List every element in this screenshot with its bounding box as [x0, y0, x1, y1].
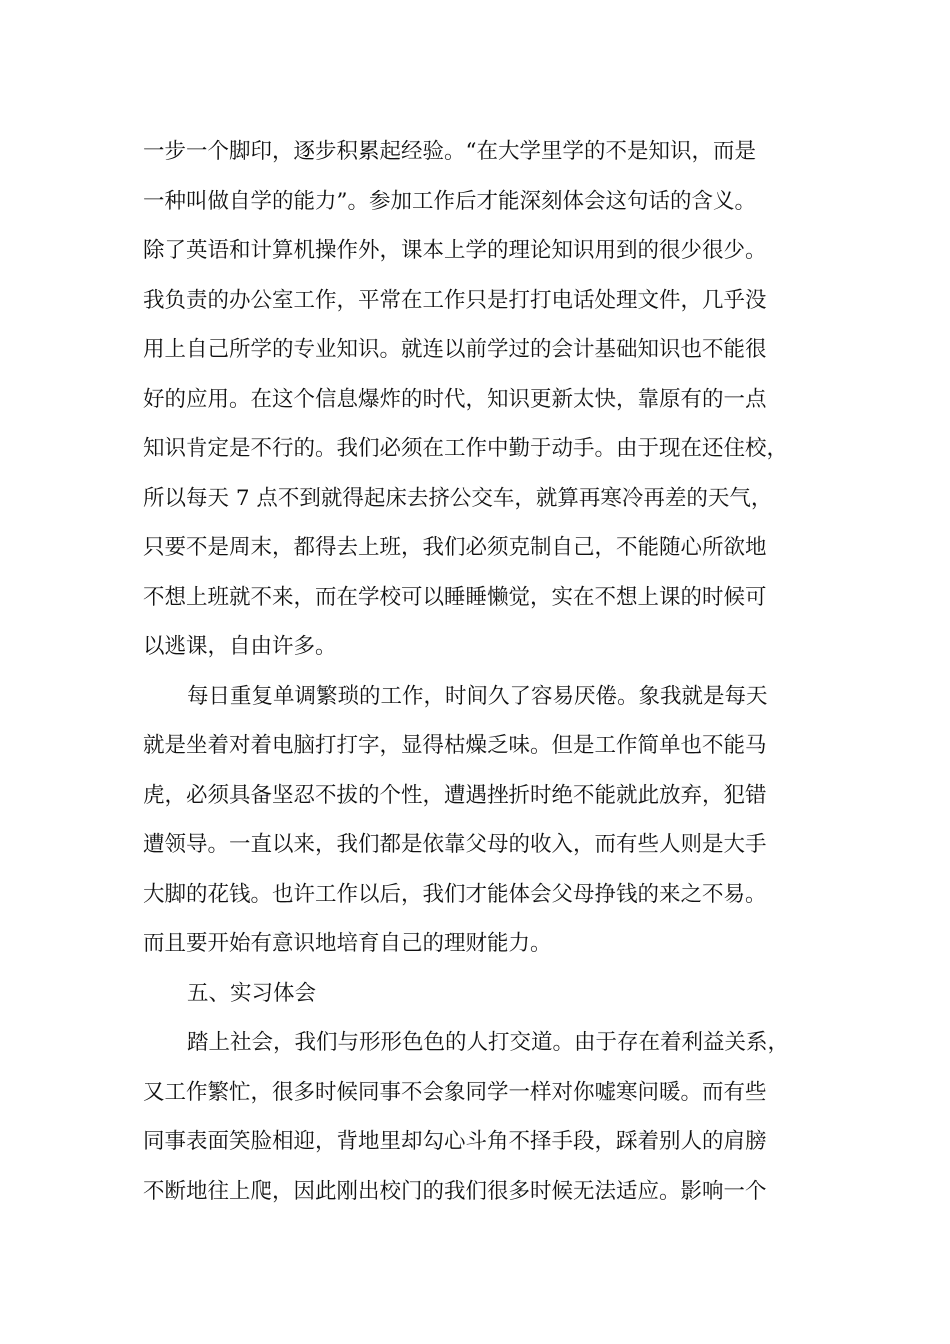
text-line: 一步一个脚印，逐步积累起经验。“在大学里学的不是知识，而是 [143, 139, 756, 164]
text-line: 同事表面笑脸相迎，背地里却勾心斗角不择手段，踩着别人的肩膀 [143, 1129, 767, 1154]
text-line: 知识肯定是不行的。我们必须在工作中勤于动手。由于现在还住校， [143, 436, 789, 461]
text-line: 除了英语和计算机操作外，课本上学的理论知识用到的很少很少。 [143, 238, 767, 263]
text-line: 所以每天 7 点不到就得起床去挤公交车，就算再寒冷再差的天气， [143, 485, 773, 511]
text-line: 不断地往上爬，因此刚出校门的我们很多时候无法适应。影响一个 [143, 1178, 767, 1204]
text-line: 遭领导。一直以来，我们都是依靠父母的收入，而有些人则是大手 [143, 832, 767, 857]
text-line: 只要不是周末，都得去上班，我们必须克制自己，不能随心所欲地 [143, 535, 767, 560]
text-line: 就是坐着对着电脑打打字，显得枯燥乏味。但是工作简单也不能马 [143, 733, 767, 758]
text-line: 我负责的办公室工作，平常在工作只是打打电话处理文件，几乎没 [143, 287, 767, 313]
text-line: 好的应用。在这个信息爆炸的时代，知识更新太快，靠原有的一点 [143, 386, 767, 412]
text-line: 不想上班就不来，而在学校可以睡睡懒觉，实在不想上课的时候可 [143, 584, 767, 610]
text-line: 一种叫做自学的能力”。参加工作后才能深刻体会这句话的含义。 [143, 188, 756, 214]
text-line: 又工作繁忙，很多时候同事不会象同学一样对你嘘寒问暖。而有些 [143, 1079, 767, 1105]
text-line: 虎，必须具备坚忍不拔的个性，遭遇挫折时绝不能就此放弃，犯错 [143, 782, 767, 808]
body-text [143, 127, 808, 1216]
paragraph-first-line: 踏上社会，我们与形形色色的人打交道。由于存在着利益关系， [187, 1030, 790, 1055]
paragraph-first-line: 五、实习体会 [187, 980, 317, 1006]
text-line: 大脚的花钱。也许工作以后，我们才能体会父母挣钱的来之不易。 [143, 881, 767, 907]
text-line: 而且要开始有意识地培育自己的理财能力。 [143, 931, 552, 956]
paragraph-first-line: 每日重复单调繁琐的工作，时间久了容易厌倦。象我就是每天 [187, 683, 768, 709]
text-line: 以逃课，自由许多。 [143, 634, 337, 659]
text-line: 用上自己所学的专业知识。就连以前学过的会计基础知识也不能很 [143, 337, 767, 362]
